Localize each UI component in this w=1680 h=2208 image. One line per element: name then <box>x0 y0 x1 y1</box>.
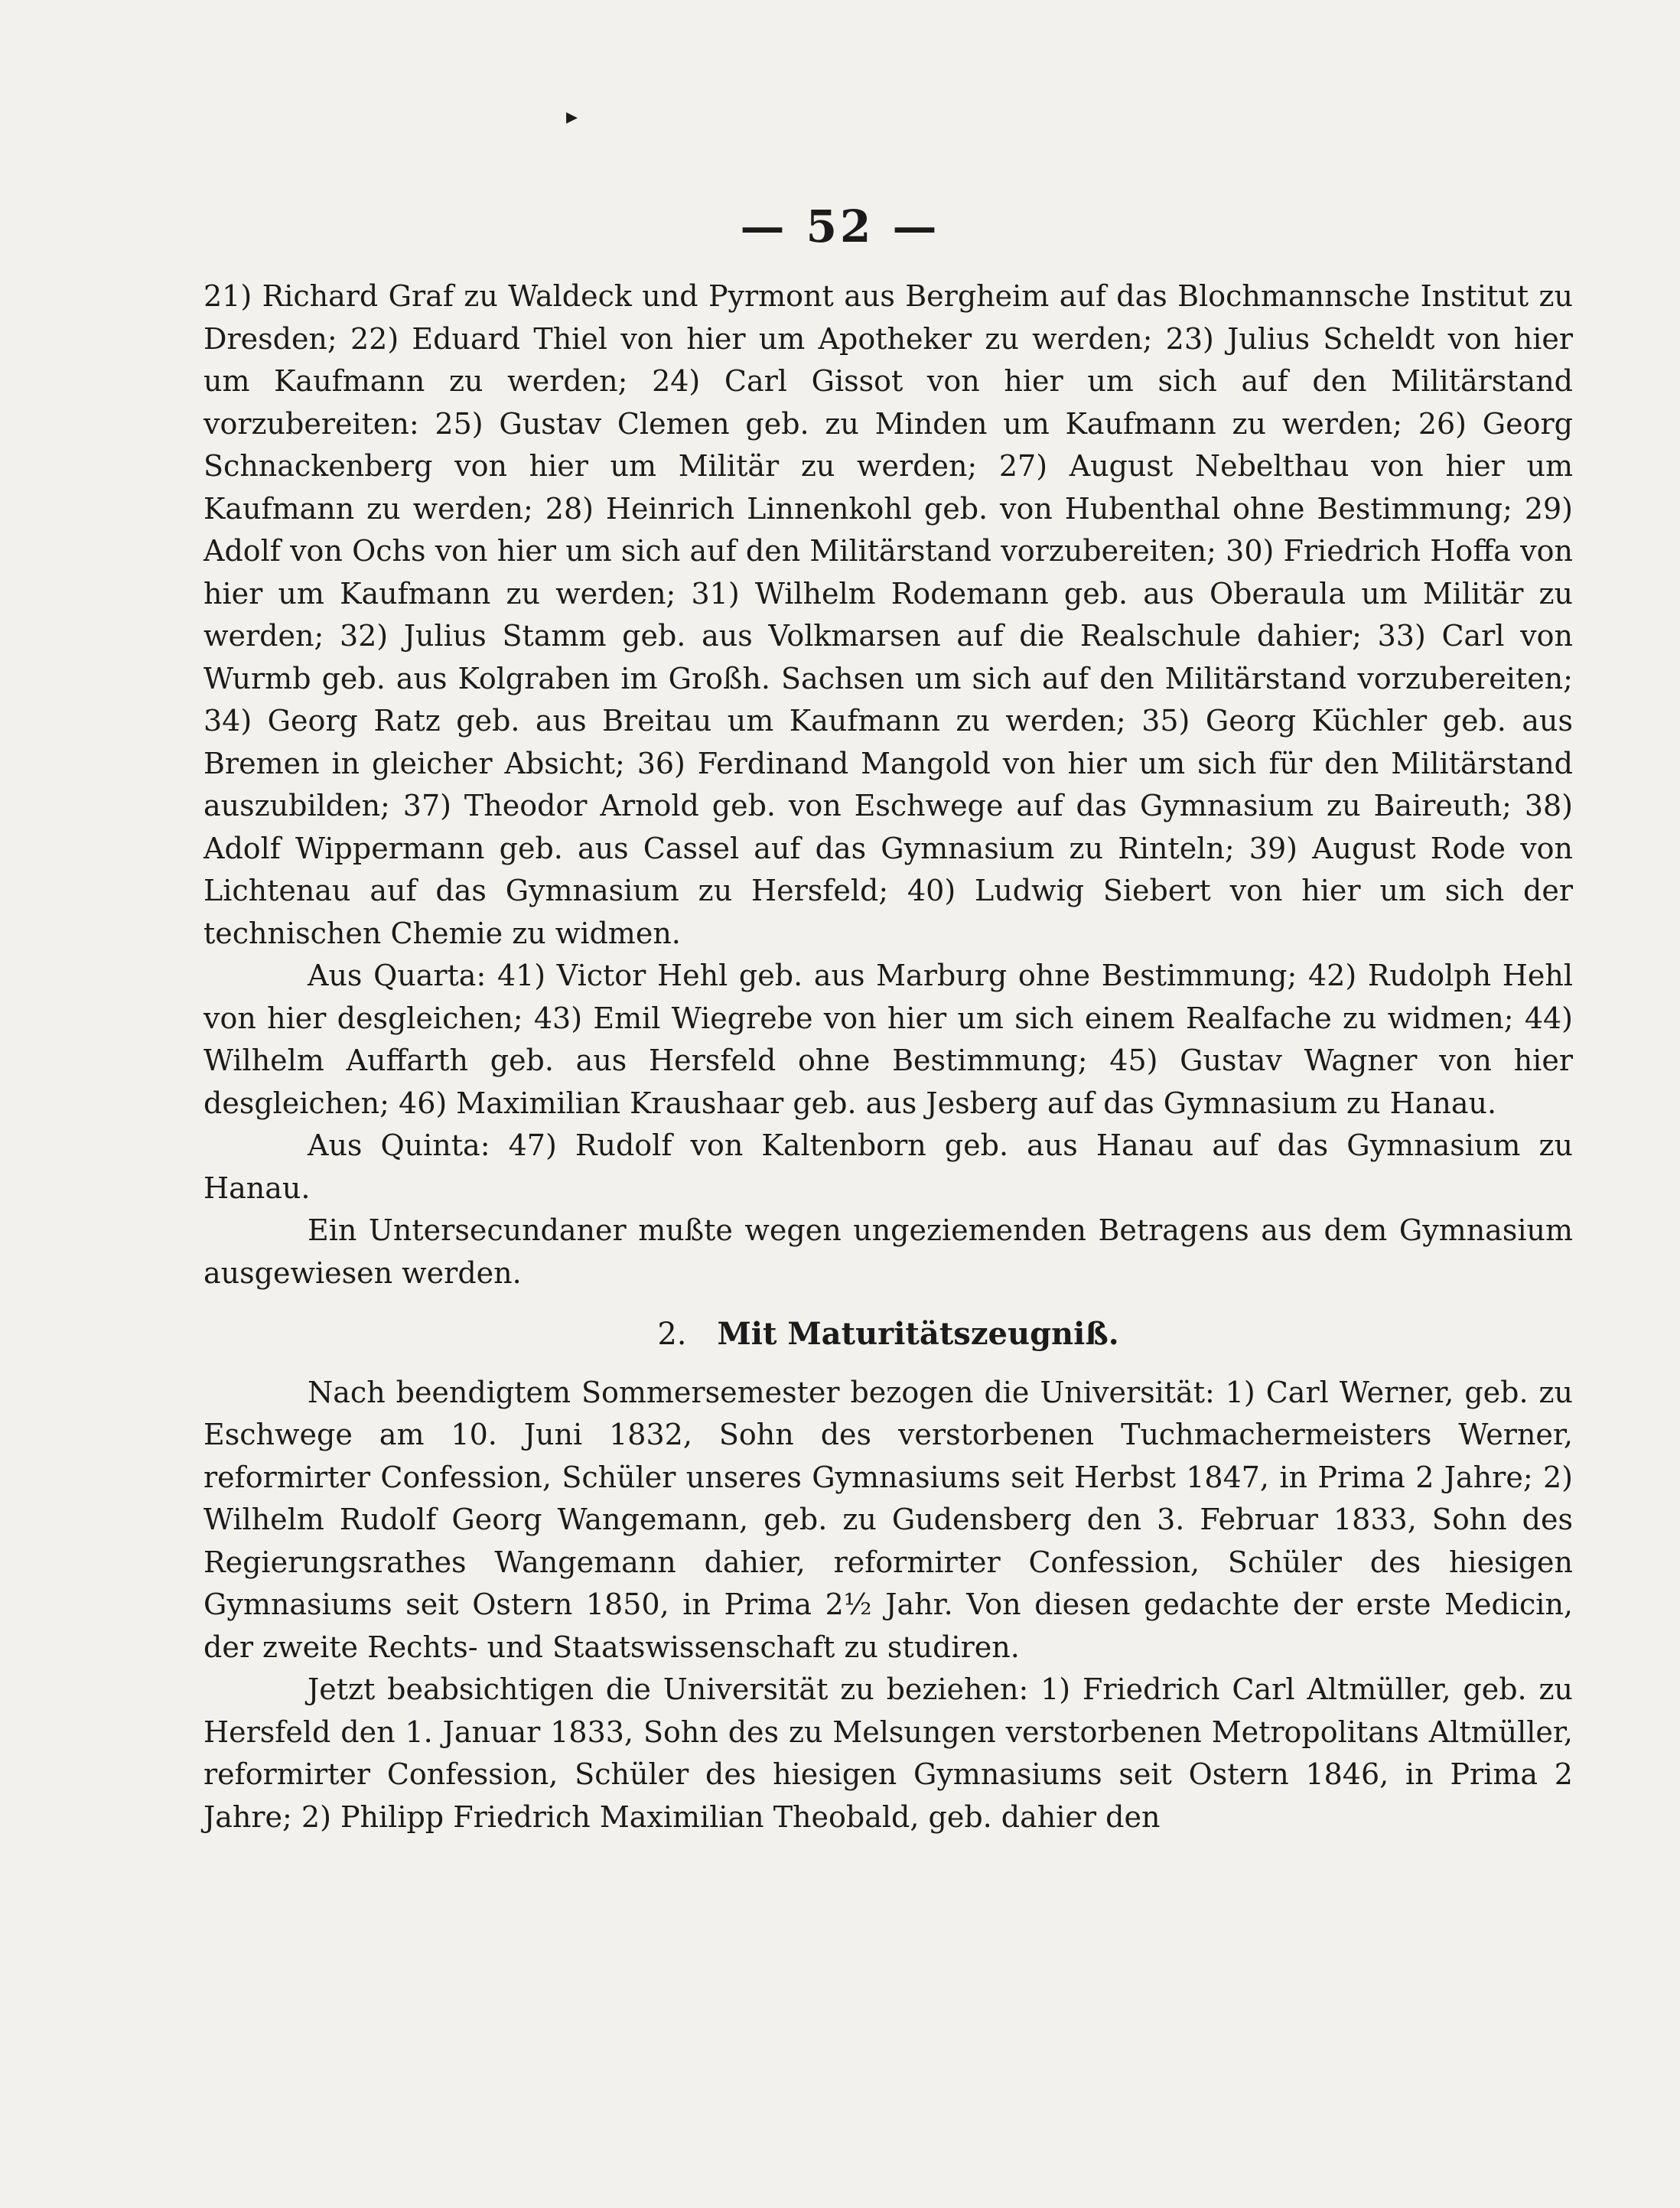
paragraph-3: Aus Quinta: 47) Rudolf von Kaltenborn geb. aus Hanau auf das Gymnasium zu Hanau. <box>203 1128 1573 1205</box>
body-text <box>203 275 1573 1838</box>
printer-mark: ▸ <box>566 103 578 130</box>
paragraph-4: Ein Untersecundaner mußte wegen ungeziemenden Betragens aus dem Gymnasium ausgewiesen werden. <box>203 1213 1573 1290</box>
section-title: Mit Maturitätszeugniß. <box>717 1316 1119 1352</box>
paragraph-5: Nach beendigtem Sommersemester bezogen die Universität: 1) Carl Werner, geb. zu Eschwege am 10. Juni 1832, Sohn des verstorbenen Tuchmachermeisters Werner, reformirter Confession, Schüler unseres Gymnasiums seit Herbst 1847, in Prima 2 Jahre; 2) Wilhelm Rudolf Georg Wangemann, geb. zu Gudensberg den 3. Februar 1833, Sohn des Regierungsrathes Wangemann dahier, reformirter Confession, Schüler des hiesigen Gymnasiums seit Ostern 1850, in Prima 2½ Jahr. Von diesen gedachte der erste Medicin, der zweite Rechts- und Staatswissenschaft zu studiren. <box>203 1375 1573 1664</box>
paragraph-1: 21) Richard Graf zu Waldeck und Pyrmont aus Bergheim auf das Blochmannsche Institut zu Dresden; 22) Eduard Thiel von hier um Apotheker zu werden; 23) Julius Scheldt von hier um Kaufmann zu werden; 24) Carl Gissot von hier um sich auf den Militärstand vorzubereiten: 25) Gustav Clemen geb. zu Minden um Kaufmann zu werden; 26) Georg Schnackenberg von hier um Militär zu werden; 27) August Nebelthau von hier um Kaufmann zu werden; 28) Heinrich Linnenkohl geb. von Hubenthal ohne Bestimmung; 29) Adolf von Ochs von hier um sich auf den Militärstand vorzubereiten; 30) Friedrich Hoffa von hier um Kaufmann zu werden; 31) Wilhelm Rodemann geb. aus Oberaula um Militär zu werden; 32) Julius Stamm geb. aus Volkmarsen auf die Realschule dahier; 33) Carl von Wurmb geb. aus Kolgraben im Großh. Sachsen um sich auf den Militärstand vorzubereiten; 34) Georg Ratz geb. aus Breitau um Kaufmann zu werden; 35) Georg Küchler geb. aus Bremen in gleicher Absicht; 36) Ferdinand Mangold von hier um sich für den Militärstand auszubilden; 37) Theodor Arnold geb. von Eschwege auf das Gymnasium zu Baireuth; 38) Adolf Wippermann geb. aus Cassel auf das Gymnasium zu Rinteln; 39) August Rode von Lichtenau auf das Gymnasium zu Hersfeld; 40) Ludwig Siebert von hier um sich der technischen Chemie zu widmen. <box>203 279 1573 950</box>
paragraph-2: Aus Quarta: 41) Victor Hehl geb. aus Marburg ohne Bestimmung; 42) Rudolph Hehl von hier desgleichen; 43) Emil Wiegrebe von hier um sich einem Realfache zu widmen; 44) Wilhelm Auffarth geb. aus Hersfeld ohne Bestimmung; 45) Gustav Wagner von hier desgleichen; 46) Maximilian Kraushaar geb. aus Jesberg auf das Gymnasium zu Hanau. <box>203 959 1573 1120</box>
paragraph-6: Jetzt beabsichtigen die Universität zu beziehen: 1) Friedrich Carl Altmüller, geb. zu Hersfeld den 1. Januar 1833, Sohn des zu Melsungen verstorbenen Metropolitans Altmüller, reformirter Confession, Schüler des hiesigen Gymnasiums seit Ostern 1846, in Prima 2 Jahre; 2) Philipp Friedrich Maximilian Theobald, geb. dahier den <box>203 1672 1573 1834</box>
section-number: 2. <box>657 1317 687 1352</box>
page-number: — 52 — <box>740 200 940 252</box>
section-heading <box>203 1313 1573 1356</box>
